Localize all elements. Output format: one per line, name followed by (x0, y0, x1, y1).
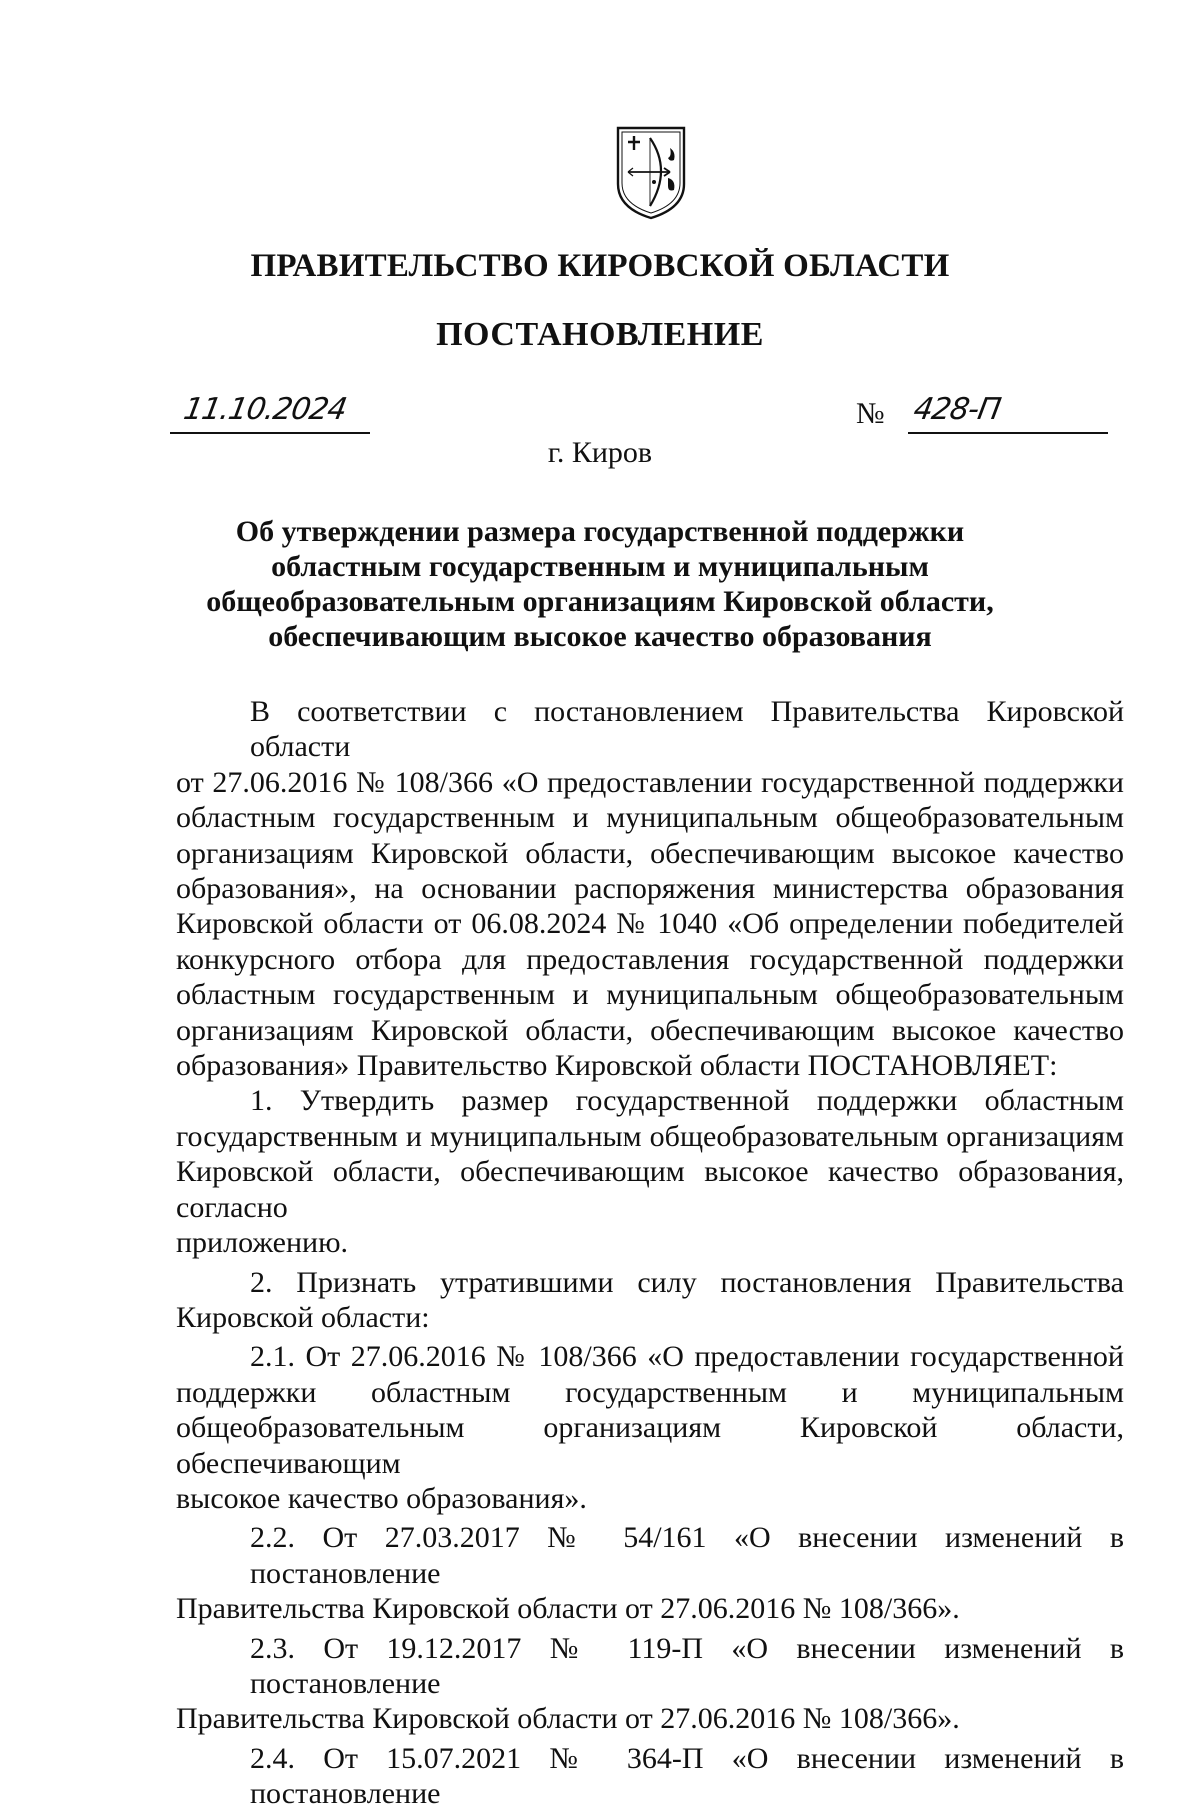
document-body (176, 694, 1124, 1812)
item-2-2-paragraph (176, 1520, 1124, 1626)
text-line: организациям Кировской области, обеспечивающим высокое качество (176, 836, 1124, 870)
text-line: 2.4. От 15.07.2021 № 364-П «О внесении изменений в постановление (250, 1741, 1124, 1811)
document-subject-title (0, 514, 1200, 654)
organization-name: ПРАВИТЕЛЬСТВО КИРОВСКОЙ ОБЛАСТИ (250, 248, 950, 284)
item-2-4-paragraph (176, 1741, 1124, 1812)
subject-line: Об утверждении размера государственной поддержки (235, 515, 965, 548)
document-date-field (170, 392, 370, 434)
document-type-title: ПОСТАНОВЛЕНИЕ (436, 316, 764, 353)
text-line: государственным и муниципальным общеобразовательным организациям (176, 1119, 1124, 1153)
item-2-paragraph (176, 1265, 1124, 1336)
subject-line: областным государственным и муниципальным (271, 550, 929, 583)
text-line: образования» Правительство Кировской области ПОСТАНОВЛЯЕТ: (176, 1049, 1058, 1083)
text-line: Правительства Кировской области от 27.06.2016 № 108/366». (176, 1702, 960, 1736)
city-name: г. Киров (547, 436, 653, 469)
text-line: 2. Признать утратившими силу постановления Правительства (250, 1265, 1124, 1299)
item-1-paragraph (176, 1083, 1124, 1260)
item-2-3-paragraph (176, 1631, 1124, 1737)
text-line: областным государственным и муниципальным общеобразовательным (176, 978, 1124, 1012)
text-line: от 27.06.2016 № 108/366 «О предоставлении государственной поддержки (176, 765, 1124, 799)
text-line: общеобразовательным организациям Кировской области, обеспечивающим (176, 1411, 1124, 1480)
subject-line: общеобразовательным организациям Кировской области, (206, 585, 994, 618)
coat-of-arms-emblem (614, 122, 688, 222)
handwritten-date: 11.10.2024 (180, 392, 349, 427)
text-line: 1. Утвердить размер государственной поддержки областным (250, 1084, 1124, 1118)
preamble-paragraph (176, 694, 1124, 1083)
text-line: В соответствии с постановлением Правительства Кировской области (250, 695, 1124, 764)
document-number-field (856, 392, 1108, 432)
text-line: 2.1. От 27.06.2016 № 108/366 «О предоставлении государственной (250, 1340, 1124, 1374)
text-line: 2.3. От 19.12.2017 № 119-П «О внесении изменений в постановление (250, 1631, 1124, 1700)
text-line: областным государственным и муниципальным общеобразовательным (176, 801, 1124, 835)
item-2-1-paragraph (176, 1339, 1124, 1516)
text-line: Правительства Кировской области от 27.06.2016 № 108/366». (176, 1592, 960, 1626)
text-line: Кировской области, обеспечивающим высокое качество образования, согласно (176, 1155, 1124, 1224)
number-sign: № (856, 397, 885, 430)
subject-line: обеспечивающим высокое качество образования (268, 620, 932, 653)
text-line: высокое качество образования». (176, 1481, 587, 1515)
text-line: 2.2. От 27.03.2017 № 54/161 «О внесении изменений в постановление (250, 1521, 1124, 1590)
handwritten-number: 428-П (910, 392, 1003, 427)
number-underline (908, 392, 1108, 434)
text-line: образования», на основании распоряжения министерства образования (176, 872, 1124, 906)
text-line: конкурсного отбора для предоставления государственной поддержки (176, 942, 1124, 976)
text-line: Кировской области: (176, 1300, 430, 1334)
text-line: Кировской области от 06.08.2024 № 1040 «Об определении победителей (176, 907, 1124, 941)
text-line: приложению. (176, 1226, 349, 1260)
text-line: организациям Кировской области, обеспечивающим высокое качество (176, 1013, 1124, 1047)
text-line: поддержки областным государственным и муниципальным (176, 1375, 1124, 1409)
